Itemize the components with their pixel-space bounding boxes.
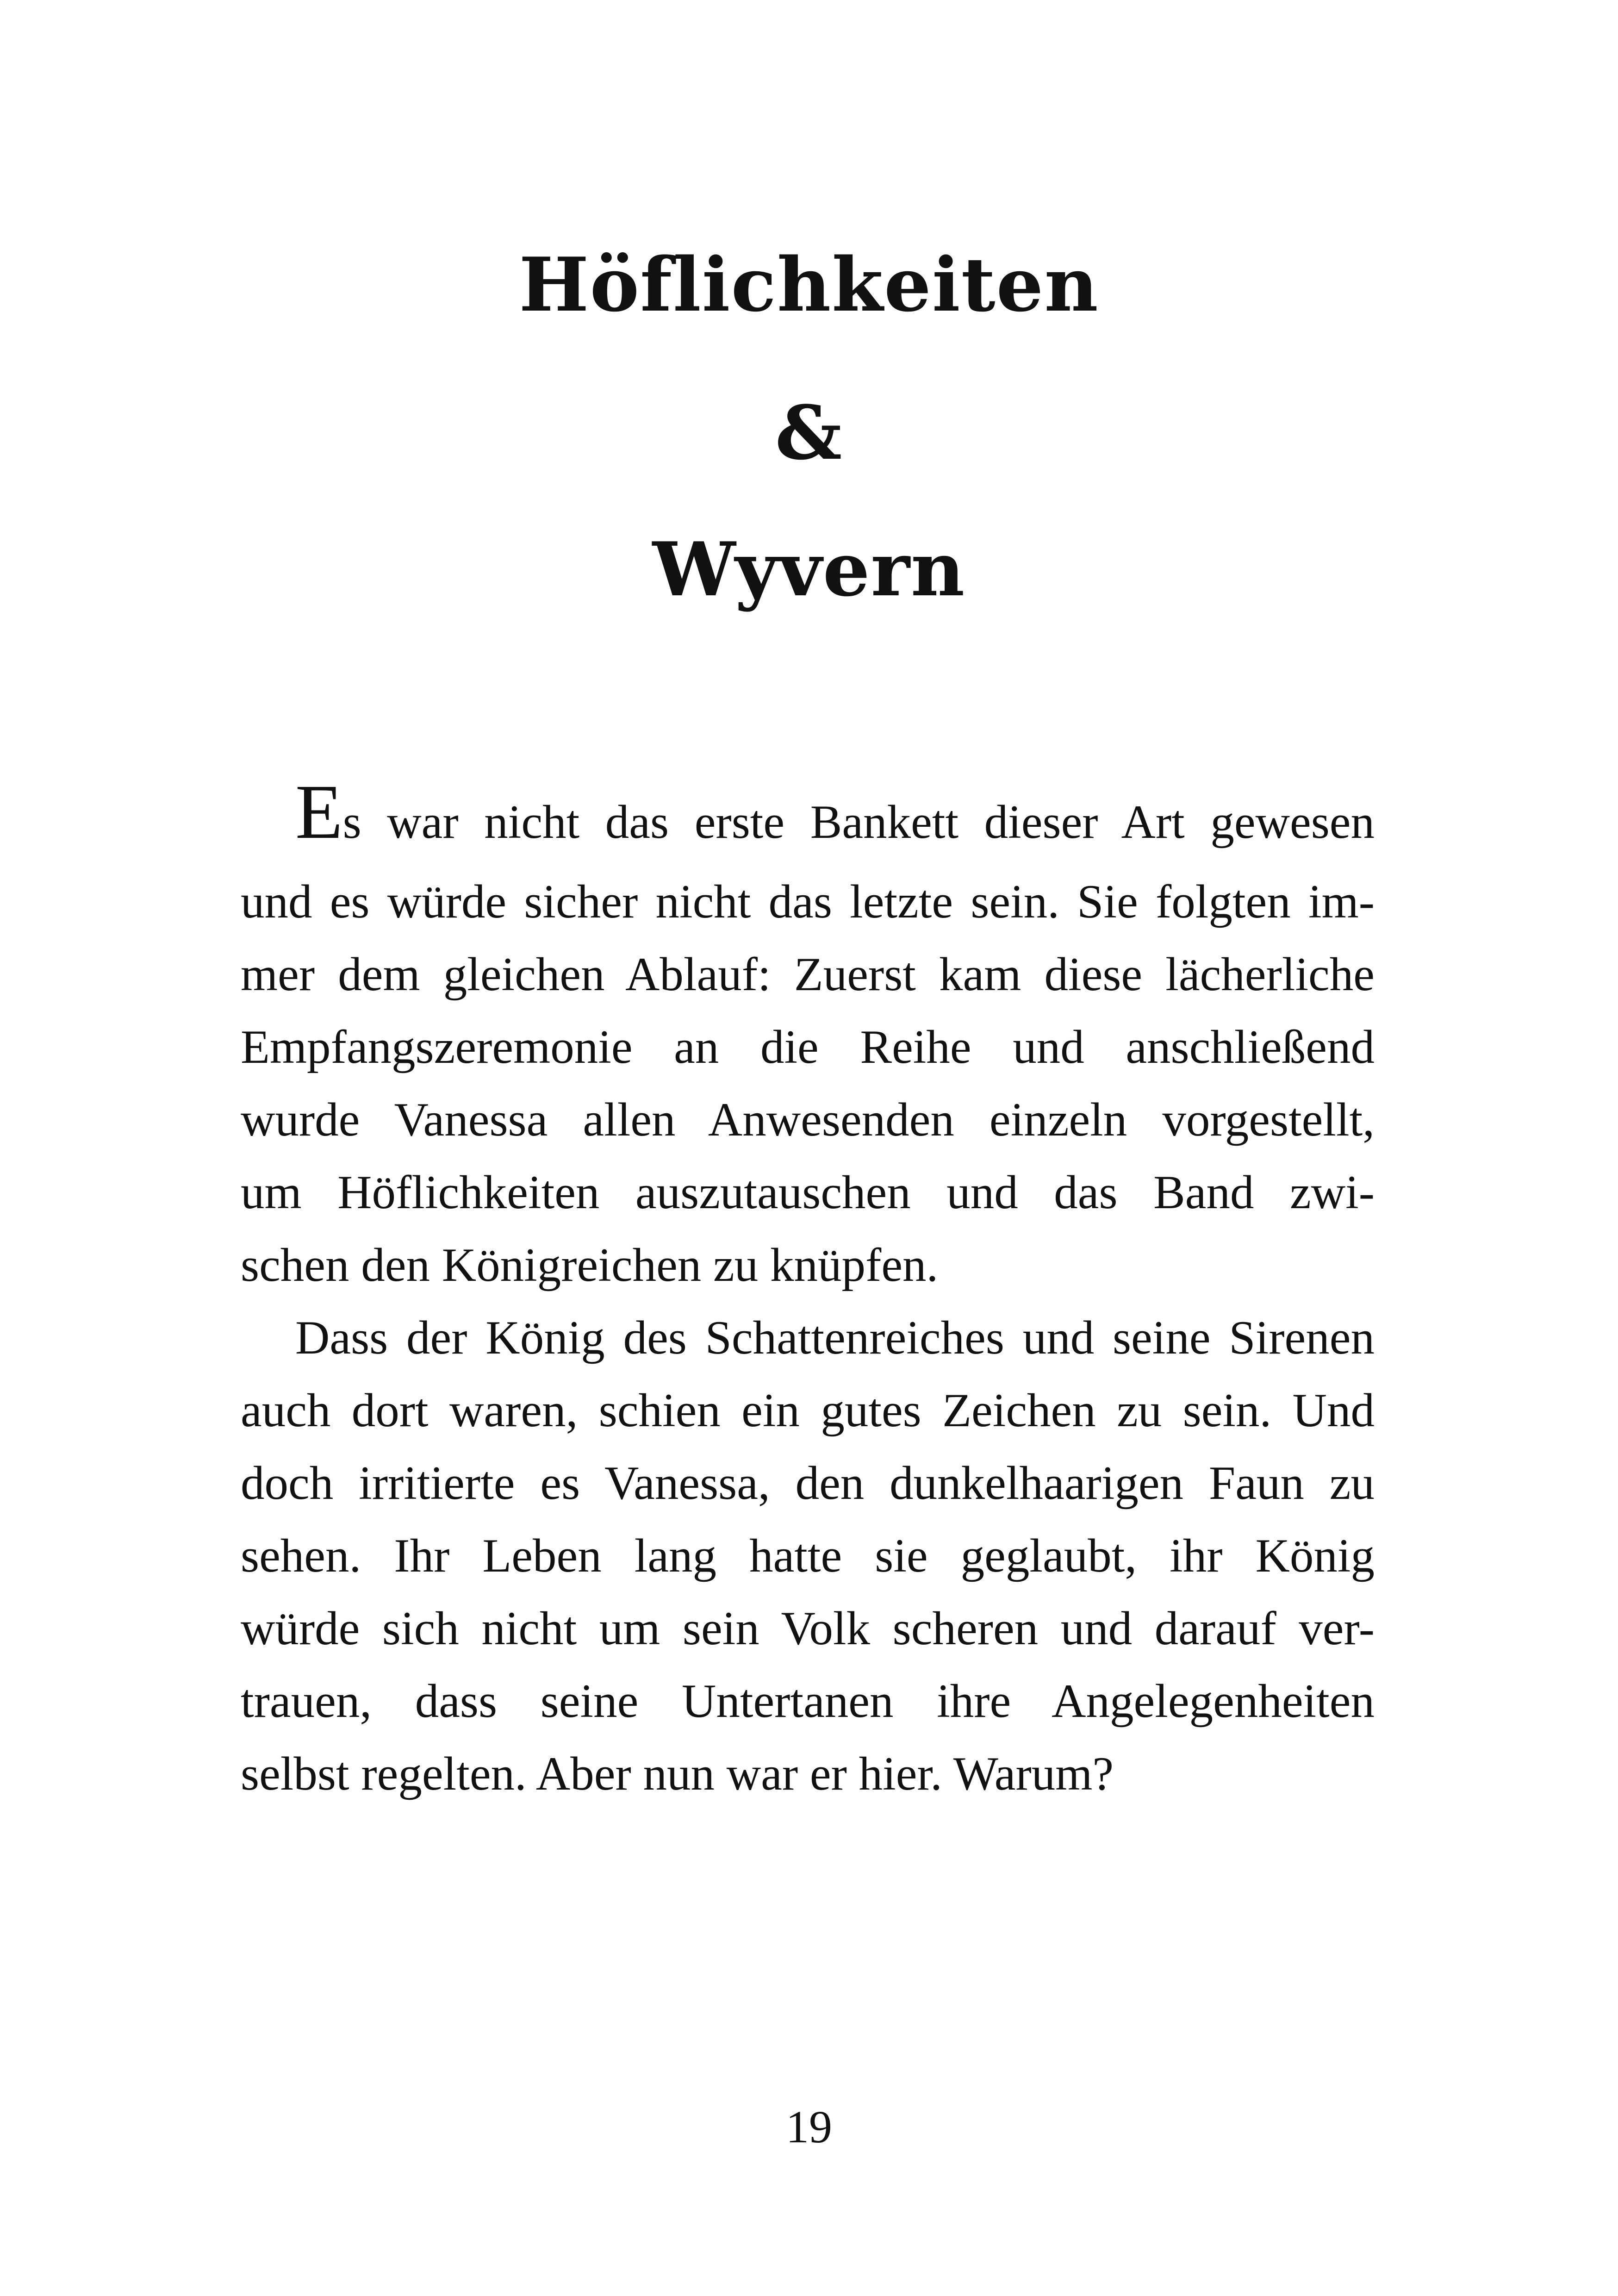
text-line: wurde Vanessa allen Anwesenden einzeln vorgestellt, (241, 1093, 1375, 1146)
drop-cap: E (295, 769, 343, 855)
text-line: sehen. Ihr Leben lang hatte sie geglaubt, ihr König (241, 1529, 1375, 1582)
text-line: schen den Königreichen zu knüpfen. (241, 1239, 939, 1292)
chapter-title-ampersand: & (775, 389, 843, 476)
chapter-title-line-3: Wyvern (652, 526, 966, 613)
text-line: doch irritierte es Vanessa, den dunkelhaarigen Faun zu (241, 1457, 1375, 1510)
text-line: mer dem gleichen Ablauf: Zuerst kam diese lächerliche (241, 948, 1375, 1001)
text-line: Empfangszeremonie an die Reihe und anschließend (241, 1021, 1375, 1073)
text-line: trauen, dass seine Untertanen ihre Angelegenheiten (241, 1675, 1375, 1728)
page-number: 19 (786, 2101, 832, 2152)
paragraph-2 (241, 1302, 1375, 1810)
text-line: selbst regelten. Aber nun war er hier. Warum? (241, 1747, 1114, 1800)
paragraph-1-first-line (241, 769, 1375, 866)
chapter-body (241, 769, 1375, 1810)
paragraph-1 (241, 769, 1375, 1302)
text-line: Dass der König des Schattenreiches und seine Sirenen (295, 1311, 1375, 1364)
text-line: würde sich nicht um sein Volk scheren und darauf ver- (241, 1602, 1375, 1655)
chapter-title-line-1: Höflichkeiten (519, 241, 1099, 328)
paragraph-1-first-line-text: s war nicht das erste Bankett dieser Art gewesen (342, 796, 1375, 849)
text-line: auch dort waren, schien ein gutes Zeichen zu sein. Und (241, 1384, 1375, 1437)
text-line: um Höflichkeiten auszutauschen und das Band zwi- (241, 1166, 1375, 1219)
text-line: und es würde sicher nicht das letzte sein. Sie folgten im- (241, 875, 1375, 928)
